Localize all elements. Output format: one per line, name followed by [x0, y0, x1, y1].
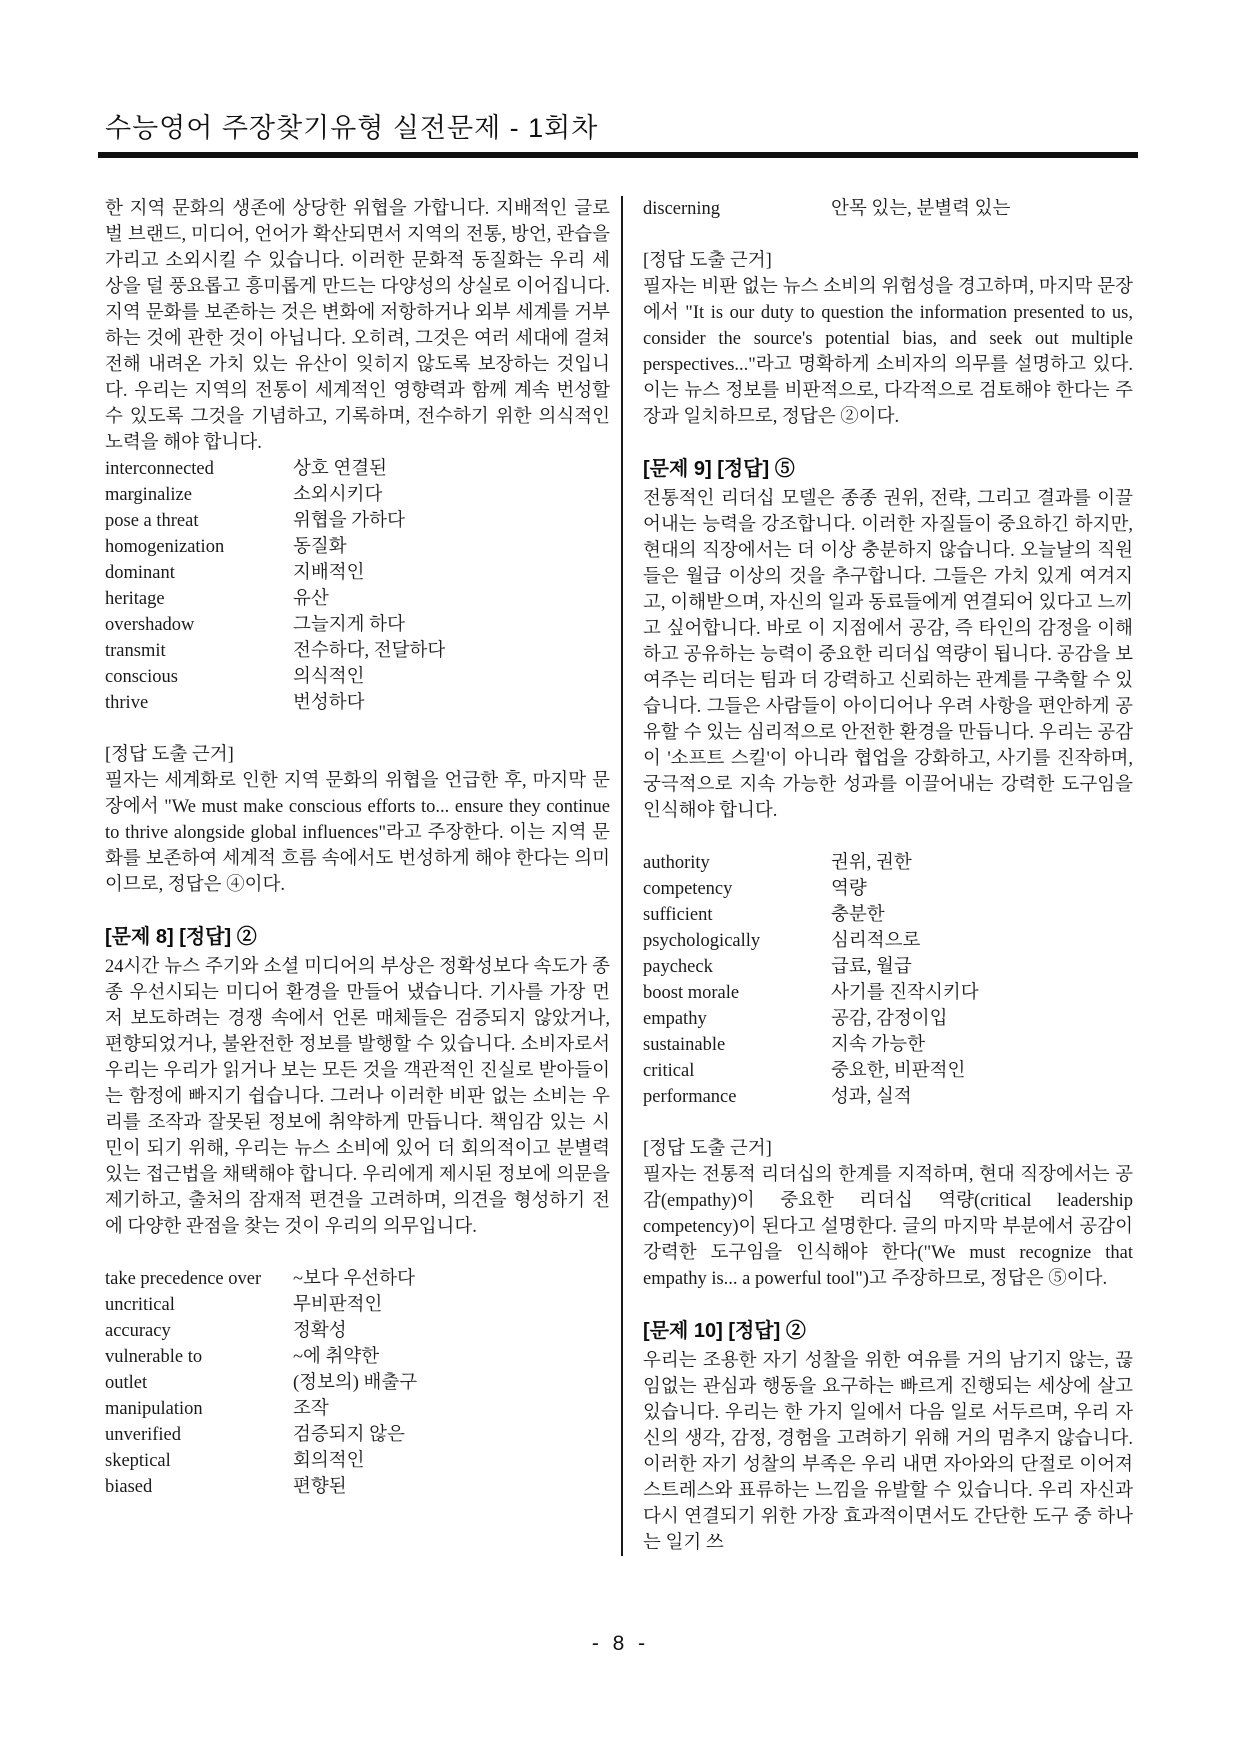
vocab-row — [105, 1422, 610, 1448]
problem-10-translation: 우리는 조용한 자기 성찰을 위한 여유를 거의 남기지 않는, 끊임없는 관심과 행동을 요구하는 빠르게 진행되는 세상에 살고 있습니다. 우리는 한 가지 일에서 다음 일로 서두르며, 우리 자신의 생각, 감정, 경험을 고려하기 위해 거의 멈추지 않습니다. 이러한 자기 성찰의 부족은 우리 내면 자아와의 단절로 이어져 스트레스와 표류하는 느낌을 유발할 수 있습니다. 우리 자신과 다시 연결되기 위한 가장 효과적이면서도 간단한 도구 중 하나는 일기 쓰 — [643, 1351, 1133, 1553]
vocab-row — [643, 1032, 1133, 1058]
vocab-row — [105, 1292, 610, 1318]
page-title: 수능영어 주장찾기유형 실전문제 - 1회차 — [105, 113, 599, 143]
vocab-row — [643, 196, 1133, 222]
vocab-meaning: 정확성 — [293, 1321, 347, 1341]
rationale-problem-8 — [643, 248, 1133, 430]
vocab-row — [105, 482, 610, 508]
problem-8-translation: 24시간 뉴스 주기와 소셜 미디어의 부상은 정확성보다 속도가 종종 우선시되는 미디어 환경을 만들어 냈습니다. 기사를 가장 먼저 보도하려는 경쟁 속에서 언론 매체들은 검증되지 않았거나, 편향되었거나, 불완전한 정보를 발행할 수 있습니다. 소비자로서 우리는 우리가 읽거나 보는 모든 것을 객관적인 진실로 받아들이는 함정에 빠지기 쉽습니다. 그러나 이러한 비판 없는 소비는 우리를 조작과 잘못된 정보에 취약하게 만듭니다. 책임감 있는 시민이 되기 위해, 우리는 뉴스 소비에 있어 더 회의적이고 분별력 있는 접근법을 채택해야 합니다. 우리에게 제시된 정보에 의문을 제기하고, 출처의 잠재적 편견을 고려하며, 의견을 형성하기 전에 다양한 관점을 찾는 것이 우리의 의무입니다. — [105, 957, 610, 1237]
vocab-meaning: 조작 — [293, 1399, 329, 1419]
vocab-meaning: 편향된 — [293, 1477, 347, 1497]
vocab-row — [105, 1474, 610, 1500]
vocab-word: performance — [643, 1087, 737, 1107]
vocab-meaning: ~보다 우선하다 — [293, 1269, 415, 1289]
vocab-meaning: 그늘지게 하다 — [293, 615, 405, 635]
vocab-meaning: 안목 있는, 분별력 있는 — [831, 199, 1011, 219]
vocab-meaning: 무비판적인 — [293, 1295, 383, 1315]
rationale-text: 필자는 전통적 리더십의 한계를 지적하며, 현대 직장에서는 공감(empathy)이 중요한 리더십 역량(critical leadership competency)이 된다고 설명한다. 글의 마지막 부분에서 공감이 강력한 도구임을 인식해야 한다("We must recognize that empathy is... a powerful tool")고 주장하므로, 정답은 ⑤이다. — [643, 1165, 1133, 1289]
vocab-word: skeptical — [105, 1451, 171, 1471]
vocab-word: empathy — [643, 1009, 707, 1029]
vocab-row — [643, 928, 1133, 954]
vocab-row — [105, 1370, 610, 1396]
vocab-meaning: 의식적인 — [293, 667, 365, 687]
vocab-meaning: (정보의) 배출구 — [293, 1373, 418, 1393]
vocab-row — [105, 456, 610, 482]
vocab-meaning: 권위, 권한 — [831, 853, 912, 873]
vocab-row — [105, 664, 610, 690]
vocab-meaning: 급료, 월급 — [831, 957, 912, 977]
vocab-meaning: 검증되지 않은 — [293, 1425, 405, 1445]
vocab-list-2-continued — [643, 196, 1133, 222]
rationale-text: 필자는 비판 없는 뉴스 소비의 위험성을 경고하며, 마지막 문장에서 "It is our duty to question the information presented to us, consider the source's potential bias, and seek out multiple perspectives..."라고 명확하게 소비자의 의무를 설명하고 있다. 이는 뉴스 정보를 비판적으로, 다각적으로 검토해야 한다는 주장과 일치하므로, 정답은 ②이다. — [643, 277, 1133, 427]
vocab-meaning: 공감, 감정이입 — [831, 1009, 948, 1029]
vocab-row — [105, 690, 610, 716]
vocab-word: thrive — [105, 693, 149, 713]
vocab-word: biased — [105, 1477, 153, 1497]
vocab-word: authority — [643, 853, 710, 873]
vocab-row — [105, 1396, 610, 1422]
vocab-meaning: 지배적인 — [293, 563, 365, 583]
vocab-row — [643, 902, 1133, 928]
vocab-word: discerning — [643, 199, 721, 219]
vocab-meaning: 역량 — [831, 879, 867, 899]
rationale-text: 필자는 세계화로 인한 지역 문화의 위협을 언급한 후, 마지막 문장에서 "We must make conscious efforts to... ensure they continue to thrive alongside global influences"라고 주장한다. 이는 지역 문화를 보존하여 세계적 흐름 속에서도 번성하게 해야 한다는 의미이므로, 정답은 ④이다. — [105, 771, 610, 895]
vocab-row — [105, 1318, 610, 1344]
vocab-word: take precedence over — [105, 1269, 262, 1289]
vocab-meaning: 지속 가능한 — [831, 1035, 925, 1055]
vocab-row — [643, 876, 1133, 902]
vocab-meaning: 유산 — [293, 589, 329, 609]
right-column — [643, 196, 1133, 1556]
vocab-meaning: 전수하다, 전달하다 — [293, 641, 446, 661]
vocab-row — [643, 1084, 1133, 1110]
vocab-meaning: 사기를 진작시키다 — [831, 983, 979, 1003]
vocab-list-1 — [105, 456, 610, 716]
vocab-meaning: 중요한, 비판적인 — [831, 1061, 966, 1081]
vocab-meaning: 동질화 — [293, 537, 347, 557]
problem-8-heading: [문제 8] [정답] ② — [105, 926, 257, 948]
left-column — [105, 196, 610, 1556]
vocab-word: sufficient — [643, 905, 713, 925]
vocab-word: boost morale — [643, 983, 740, 1003]
vocab-word: homogenization — [105, 537, 225, 557]
problem-10-section — [643, 1318, 1133, 1556]
vocab-row — [643, 980, 1133, 1006]
vocab-word: sustainable — [643, 1035, 726, 1055]
vocab-word: vulnerable to — [105, 1347, 203, 1367]
page-number: - 8 - — [591, 1632, 650, 1655]
vocab-meaning: 회의적인 — [293, 1451, 365, 1471]
vocab-word: overshadow — [105, 615, 195, 635]
vocab-word: transmit — [105, 641, 166, 661]
vocab-meaning: 상호 연결된 — [293, 459, 387, 479]
vocab-meaning: 위협을 가하다 — [293, 511, 405, 531]
vocab-word: manipulation — [105, 1399, 203, 1419]
vocab-word: competency — [643, 879, 733, 899]
column-divider — [621, 196, 623, 1556]
vocab-row — [643, 850, 1133, 876]
vocab-meaning: 충분한 — [831, 905, 885, 925]
vocab-meaning: 성과, 실적 — [831, 1087, 912, 1107]
vocab-list-2 — [105, 1266, 610, 1500]
problem-9-heading: [문제 9] [정답] ⑤ — [643, 458, 795, 480]
rationale-label: [정답 도출 근거] — [643, 251, 772, 271]
vocab-meaning: 심리적으로 — [831, 931, 921, 951]
vocab-row — [105, 1266, 610, 1292]
vocab-word: heritage — [105, 589, 165, 609]
vocab-word: psychologically — [643, 931, 761, 951]
problem-9-translation: 전통적인 리더십 모델은 종종 권위, 전략, 그리고 결과를 이끌어내는 능력을 강조합니다. 이러한 자질들이 중요하긴 하지만, 현대의 직장에서는 더 이상 충분하지 않습니다. 오늘날의 직원들은 월급 이상의 것을 추구합니다. 그들은 가치 있게 여겨지고, 이해받으며, 자신의 일과 동료들에게 연결되어 있다고 느끼고 싶어합니다. 바로 이 지점에서 공감, 즉 타인의 감정을 이해하고 공유하는 능력이 중요한 리더십 역량이 됩니다. 공감을 보여주는 리더는 팀과 더 강력하고 신뢰하는 관계를 구축할 수 있습니다. 그들은 사람들이 아이디어나 우려 사항을 편안하게 공유할 수 있는 심리적으로 안전한 환경을 만듭니다. 우리는 공감이 '소프트 스킬'이 아니라 협업을 강화하고, 사기를 진작하며, 궁극적으로 지속 가능한 성과를 이끌어내는 강력한 도구임을 인식해야 합니다. — [643, 489, 1133, 821]
vocab-word: uncritical — [105, 1295, 175, 1315]
rationale-label: [정답 도출 근거] — [643, 1139, 772, 1159]
vocab-row — [105, 612, 610, 638]
vocab-row — [105, 560, 610, 586]
rationale-problem-9 — [643, 1136, 1133, 1292]
problem-10-heading: [문제 10] [정답] ② — [643, 1320, 806, 1342]
vocab-word: dominant — [105, 563, 175, 583]
vocab-row — [105, 508, 610, 534]
vocab-row — [105, 1344, 610, 1370]
vocab-row — [105, 534, 610, 560]
vocab-meaning: ~에 취약한 — [293, 1347, 380, 1367]
vocab-word: unverified — [105, 1425, 182, 1445]
vocab-word: accuracy — [105, 1321, 171, 1341]
vocab-meaning: 번성하다 — [293, 693, 365, 713]
vocab-word: interconnected — [105, 459, 214, 479]
vocab-word: critical — [643, 1061, 695, 1081]
vocab-list-3 — [643, 850, 1133, 1110]
vocab-row — [643, 1006, 1133, 1032]
vocab-meaning: 소외시키다 — [293, 485, 383, 505]
vocab-word: conscious — [105, 667, 178, 687]
body-columns — [105, 196, 1133, 1556]
vocab-row — [643, 954, 1133, 980]
vocab-row — [105, 638, 610, 664]
problem-8-section — [105, 924, 610, 1240]
rationale-problem-7 — [105, 742, 610, 898]
vocab-row — [105, 586, 610, 612]
vocab-word: paycheck — [643, 957, 713, 977]
rationale-label: [정답 도출 근거] — [105, 745, 234, 765]
vocab-word: pose a threat — [105, 511, 199, 531]
vocab-word: marginalize — [105, 485, 192, 505]
header-rule — [98, 152, 1138, 158]
vocab-row — [643, 1058, 1133, 1084]
vocab-word: outlet — [105, 1373, 148, 1393]
vocab-row — [105, 1448, 610, 1474]
problem-9-section — [643, 456, 1133, 824]
passage-7-translation: 한 지역 문화의 생존에 상당한 위협을 가합니다. 지배적인 글로벌 브랜드, 미디어, 언어가 확산되면서 지역의 전통, 방언, 관습을 가리고 소외시킬 수 있습니다. 이러한 문화적 동질화는 우리 세상을 덜 풍요롭고 흥미롭게 만드는 다양성의 상실로 이어집니다. 지역 문화를 보존하는 것은 변화에 저항하거나 외부 세계를 거부하는 것에 관한 것이 아닙니다. 오히려, 그것은 여러 세대에 걸쳐 전해 내려온 가치 있는 유산이 잊히지 않도록 보장하는 것입니다. 우리는 지역의 전통이 세계적인 영향력과 함께 계속 번성할 수 있도록 그것을 기념하고, 기록하며, 전수하기 위한 의식적인 노력을 해야 합니다. — [105, 199, 610, 453]
